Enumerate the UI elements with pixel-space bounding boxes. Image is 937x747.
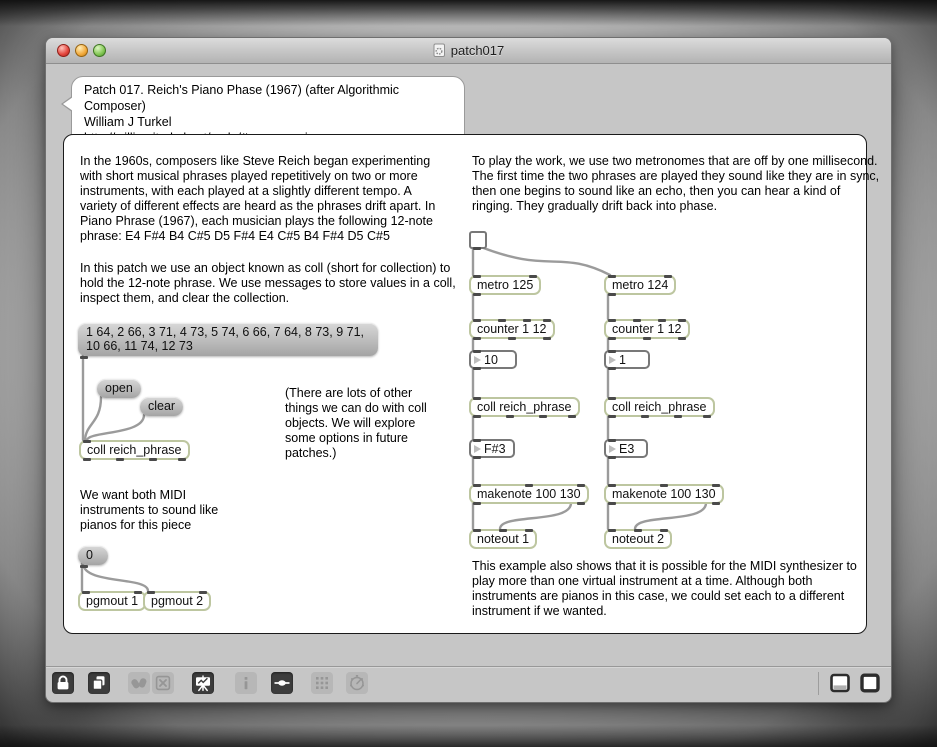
outlet — [643, 337, 651, 340]
inlet — [577, 484, 585, 487]
inlet — [543, 319, 551, 322]
grid-icon — [311, 672, 333, 694]
object-makenote-2 — [604, 484, 724, 504]
outlet — [508, 337, 516, 340]
comment-coll-explain: In this patch we use an object known as coll (short for collection) to hold the 12-note phrase. We use messages to store values in a coll, inspect them, and clear the collection. — [80, 261, 456, 305]
comment-multi-instrument: This example also shows that it is possible for the MIDI synthesizer to play more than one virtual instrument at a time. Although both instruments are pianos in this case, we could set each to a different instrument if we wanted. — [472, 559, 857, 618]
inlet — [525, 484, 533, 487]
title-wrap — [46, 38, 891, 63]
outlet — [608, 456, 616, 459]
comment-metronomes: To play the work, we use two metronomes that are off by one millisecond. The first time the two phrases are played they sound like they are in sync, then one begins to sound like an echo, then you can hear a kind of ringing. They gradually drift back into phase. — [472, 154, 880, 213]
outlet — [608, 415, 616, 418]
object-metro-1 — [469, 275, 541, 295]
title-bar[interactable] — [46, 38, 891, 64]
outlet — [703, 415, 711, 418]
number-box-note-1[interactable] — [469, 439, 515, 458]
inlet — [83, 440, 91, 443]
outlet — [678, 337, 686, 340]
object-noteout-1 — [469, 529, 537, 549]
outlet — [712, 502, 720, 505]
presentation-mode-icon[interactable] — [192, 672, 214, 694]
document-icon — [433, 43, 446, 58]
outlet — [506, 415, 514, 418]
object-coll-2 — [604, 397, 715, 417]
bottom-toolbar — [46, 666, 891, 702]
object-coll-store — [79, 440, 190, 460]
object-label: pgmout 2 — [151, 594, 204, 608]
message-clear-text: clear — [148, 399, 176, 413]
number-triangle-icon — [609, 356, 616, 364]
outlet — [473, 502, 481, 505]
outlet — [539, 415, 547, 418]
object-label: noteout 2 — [612, 532, 665, 546]
message-open-text: open — [105, 381, 133, 395]
inlet — [633, 319, 641, 322]
number-box-index-2[interactable] — [604, 350, 650, 369]
inlet — [660, 484, 668, 487]
inlet — [473, 439, 481, 442]
patch-window — [45, 37, 892, 703]
outlet — [674, 415, 682, 418]
message-box-program[interactable] — [78, 546, 108, 565]
outlet — [543, 337, 551, 340]
inlet — [664, 275, 672, 278]
inlet — [525, 529, 533, 532]
inlet — [608, 529, 616, 532]
inlet — [712, 484, 720, 487]
toolbar-drawer-icon[interactable] — [829, 672, 851, 694]
object-makenote-1 — [469, 484, 589, 504]
outlet — [473, 415, 481, 418]
inlet — [608, 439, 616, 442]
inlet — [608, 319, 616, 322]
object-counter-1 — [469, 319, 555, 339]
outlet — [80, 356, 88, 359]
window-title: patch017 — [450, 43, 505, 58]
comment-intro: In the 1960s, composers like Steve Reich began experimenting with short musical phrases played repetitively on two or more instruments, with each played at a slightly different tempo. A variety of different effects are heard as the phrases drift apart. In Piano Phrase (1967), each musician plays the following 12-note phrase: E4 F#4 B4 C#5 D5 F#4 E4 C#5 B4 F#4 D5 C#5 — [80, 154, 436, 243]
outlet — [568, 415, 576, 418]
inlet — [608, 350, 616, 353]
object-pgmout-2 — [143, 591, 211, 611]
outlet — [473, 337, 481, 340]
number-value: 10 — [484, 352, 498, 367]
inlet — [473, 275, 481, 278]
inlet — [608, 275, 616, 278]
message-phrase-text: 1 64, 2 66, 3 71, 4 73, 5 74, 6 66, 7 64, 8 73, 9 71, 10 66, 11 74, 12 73 — [86, 325, 364, 353]
lock-icon[interactable] — [52, 672, 74, 694]
object-label: counter 1 12 — [612, 322, 682, 336]
outlet — [608, 293, 616, 296]
object-label: metro 124 — [612, 278, 669, 292]
object-coll-1 — [469, 397, 580, 417]
object-label: counter 1 12 — [477, 322, 547, 336]
audio-settings-icon — [346, 672, 368, 694]
outlet — [83, 458, 91, 461]
outlet — [80, 565, 88, 568]
inlet — [529, 275, 537, 278]
outlet — [473, 367, 481, 370]
inlet — [523, 319, 531, 322]
object-noteout-2 — [604, 529, 672, 549]
message-box-clear[interactable] — [140, 397, 183, 416]
inlet — [498, 319, 506, 322]
inlet — [658, 319, 666, 322]
inspector-icon — [235, 672, 257, 694]
object-label: coll reich_phrase — [477, 400, 572, 414]
comment-coll-aside: (There are lots of other things we can do with coll objects. We will explore some options in future patches.) — [285, 386, 427, 460]
toolbar-divider — [818, 672, 819, 695]
bubble-line-1: Patch 017. Reich's Piano Phase (1967) (after Algorithmic Composer) — [84, 83, 400, 113]
outlet — [473, 247, 481, 250]
number-triangle-icon — [474, 356, 481, 364]
window-fullscreen-icon[interactable] — [859, 672, 881, 694]
inlet — [608, 397, 616, 400]
object-pgmout-1 — [78, 591, 146, 611]
delete-icon — [152, 672, 174, 694]
bubble-line-2: William J Turkel — [84, 115, 172, 129]
object-label: makenote 100 130 — [612, 487, 716, 501]
inlet — [134, 591, 142, 594]
object-label: noteout 1 — [477, 532, 530, 546]
outlet — [608, 502, 616, 505]
object-label: coll reich_phrase — [87, 443, 182, 457]
number-triangle-icon — [609, 445, 616, 453]
object-label: pgmout 1 — [86, 594, 139, 608]
inlet — [499, 529, 507, 532]
number-box-index-1[interactable] — [469, 350, 517, 369]
patch-cords-icon — [128, 672, 150, 694]
object-label: makenote 100 130 — [477, 487, 581, 501]
outlet — [178, 458, 186, 461]
inlet — [473, 397, 481, 400]
inlet — [473, 484, 481, 487]
outlet — [577, 502, 585, 505]
object-label: metro 125 — [477, 278, 534, 292]
outlet — [608, 337, 616, 340]
inlet — [147, 591, 155, 594]
inlet — [82, 591, 90, 594]
outlet — [473, 293, 481, 296]
object-counter-2 — [604, 319, 690, 339]
number-value: F#3 — [484, 441, 506, 456]
segmented-cord-icon[interactable] — [271, 672, 293, 694]
message-box-open[interactable] — [97, 379, 141, 398]
inlet — [660, 529, 668, 532]
inlet — [678, 319, 686, 322]
toggle-box[interactable] — [469, 231, 487, 249]
message-box-phrase[interactable] — [78, 323, 378, 356]
comment-midi-pianos: We want both MIDI instruments to sound like pianos for this piece — [80, 488, 219, 532]
inlet — [473, 319, 481, 322]
inlet — [473, 529, 481, 532]
number-box-note-2[interactable] — [604, 439, 648, 458]
outlet — [149, 458, 157, 461]
object-label: coll reich_phrase — [612, 400, 707, 414]
number-triangle-icon — [474, 445, 481, 453]
outlet — [116, 458, 124, 461]
outlet — [473, 456, 481, 459]
inlet — [634, 529, 642, 532]
inlet — [608, 484, 616, 487]
number-value: E3 — [619, 441, 635, 456]
object-metro-2 — [604, 275, 676, 295]
outlet — [608, 367, 616, 370]
inlet — [199, 591, 207, 594]
message-program-text: 0 — [86, 548, 93, 562]
inlet — [473, 350, 481, 353]
patcher-canvas[interactable] — [63, 134, 880, 634]
number-value: 1 — [619, 352, 626, 367]
outlet — [641, 415, 649, 418]
new-object-icon[interactable] — [88, 672, 110, 694]
